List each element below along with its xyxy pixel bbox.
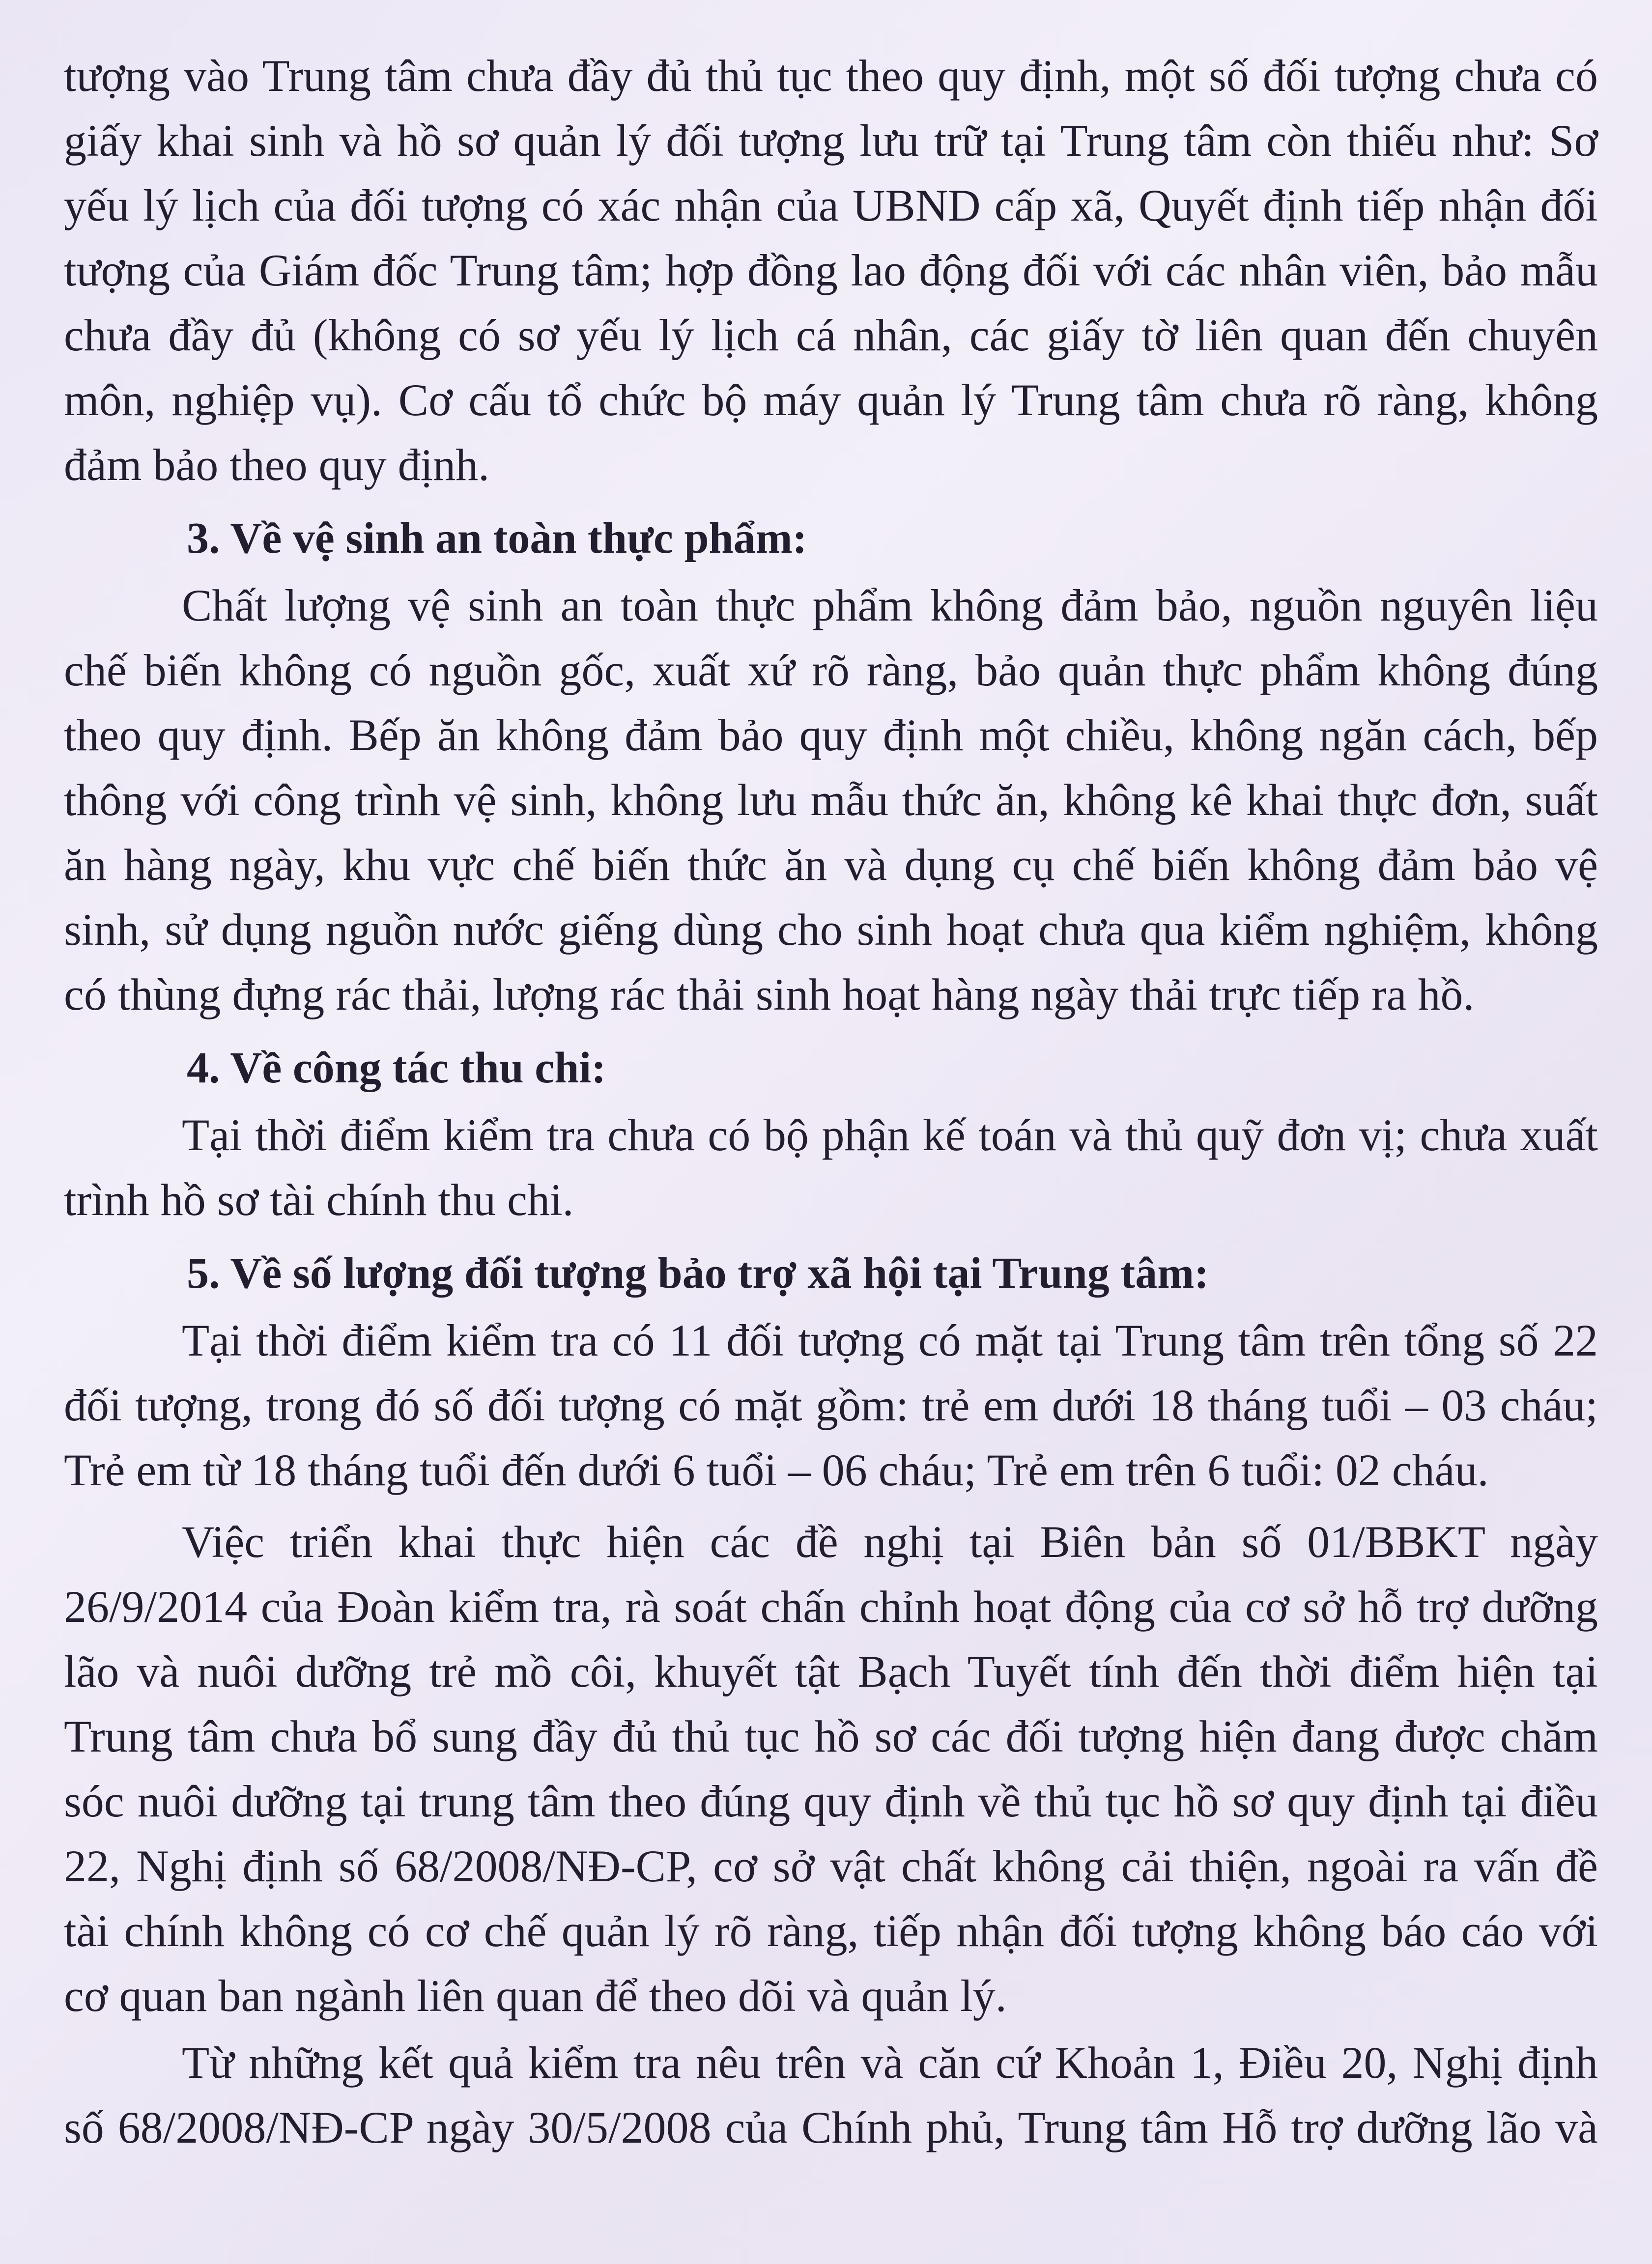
- section-heading: 5. Về số lượng đối tượng bảo trợ xã hội tại Trung tâm:: [187, 1249, 1209, 1298]
- text-line: Trẻ em từ 18 tháng tuổi đến dưới 6 tuổi – 06 cháu; Trẻ em trên 6 tuổi: 02 cháu.: [64, 1445, 1489, 1495]
- section-heading: 3. Về vệ sinh an toàn thực phẩm:: [187, 514, 807, 563]
- text-line: ăn hàng ngày, khu vực chế biến thức ăn và dụng cụ chế biến không đảm bảo vệ: [64, 840, 1598, 890]
- section-4-body: [64, 1103, 1598, 1232]
- text-line: tài chính không có cơ chế quản lý rõ ràng, tiếp nhận đối tượng không báo cáo với: [64, 1906, 1598, 1956]
- text-line: Từ những kết quả kiểm tra nêu trên và căn cứ Khoản 1, Điều 20, Nghị định: [182, 2038, 1598, 2088]
- text-line: tượng vào Trung tâm chưa đầy đủ thủ tục theo quy định, một số đối tượng chưa có: [64, 51, 1598, 101]
- section-heading: 4. Về công tác thu chi:: [187, 1044, 606, 1092]
- text-line: lão và nuôi dưỡng trẻ mồ côi, khuyết tật Bạch Tuyết tính đến thời điểm hiện tại: [64, 1646, 1598, 1697]
- text-line: đảm bảo theo quy định.: [64, 440, 490, 490]
- text-line: yếu lý lịch của đối tượng có xác nhận của UBND cấp xã, Quyết định tiếp nhận đối: [64, 180, 1598, 230]
- text-line: tượng của Giám đốc Trung tâm; hợp đồng lao động đối với các nhân viên, bảo mẫu: [64, 245, 1598, 295]
- text-line: Việc triển khai thực hiện các đề nghị tại Biên bản số 01/BBKT ngày: [182, 1517, 1598, 1567]
- paragraph-7: [64, 2030, 1598, 2160]
- text-line: môn, nghiệp vụ). Cơ cấu tổ chức bộ máy quản lý Trung tâm chưa rõ ràng, không: [64, 375, 1598, 425]
- text-line: theo quy định. Bếp ăn không đảm bảo quy định một chiều, không ngăn cách, bếp: [64, 710, 1598, 760]
- text-line: thông với công trình vệ sinh, không lưu mẫu thức ăn, không kê khai thực đơn, suất: [64, 775, 1598, 825]
- paragraph-6: [64, 1509, 1598, 2028]
- text-line: Chất lượng vệ sinh an toàn thực phẩm không đảm bảo, nguồn nguyên liệu: [182, 580, 1598, 630]
- text-line: Trung tâm chưa bổ sung đầy đủ thủ tục hồ sơ các đối tượng hiện đang được chăm: [64, 1711, 1598, 1761]
- text-line: sinh, sử dụng nguồn nước giếng dùng cho sinh hoạt chưa qua kiểm nghiệm, không: [64, 905, 1598, 955]
- text-line: chưa đầy đủ (không có sơ yếu lý lịch cá nhân, các giấy tờ liên quan đến chuyên: [64, 310, 1598, 360]
- text-line: đối tượng, trong đó số đối tượng có mặt gồm: trẻ em dưới 18 tháng tuổi – 03 cháu;: [64, 1380, 1598, 1430]
- text-line: chế biến không có nguồn gốc, xuất xứ rõ ràng, bảo quản thực phẩm không đúng: [64, 645, 1598, 695]
- text-line: cơ quan ban ngành liên quan để theo dõi và quản lý.: [64, 1971, 1007, 2021]
- section-3-body: [64, 573, 1598, 1027]
- text-line: sóc nuôi dưỡng tại trung tâm theo đúng quy định về thủ tục hồ sơ quy định tại điều: [64, 1776, 1598, 1826]
- text-line: có thùng đựng rác thải, lượng rác thải sinh hoạt hàng ngày thải trực tiếp ra hồ.: [64, 969, 1475, 1019]
- text-line: 22, Nghị định số 68/2008/NĐ-CP, cơ sở vật chất không cải thiện, ngoài ra vấn đề: [64, 1841, 1598, 1891]
- text-line: trình hồ sơ tài chính thu chi.: [64, 1175, 574, 1225]
- text-line: 26/9/2014 của Đoàn kiểm tra, rà soát chấn chỉnh hoạt động của cơ sở hỗ trợ dưỡng: [64, 1582, 1598, 1632]
- text-line: số 68/2008/NĐ-CP ngày 30/5/2008 của Chính phủ, Trung tâm Hỗ trợ dưỡng lão và: [64, 2102, 1598, 2152]
- text-line: giấy khai sinh và hồ sơ quản lý đối tượng lưu trữ tại Trung tâm còn thiếu như: Sơ: [64, 115, 1598, 166]
- paragraph-1: [64, 43, 1598, 497]
- text-line: Tại thời điểm kiểm tra có 11 đối tượng có mặt tại Trung tâm trên tổng số 22: [182, 1315, 1598, 1365]
- section-5-body: [64, 1308, 1598, 1502]
- text-line: Tại thời điểm kiểm tra chưa có bộ phận kế toán và thủ quỹ đơn vị; chưa xuất: [182, 1110, 1598, 1160]
